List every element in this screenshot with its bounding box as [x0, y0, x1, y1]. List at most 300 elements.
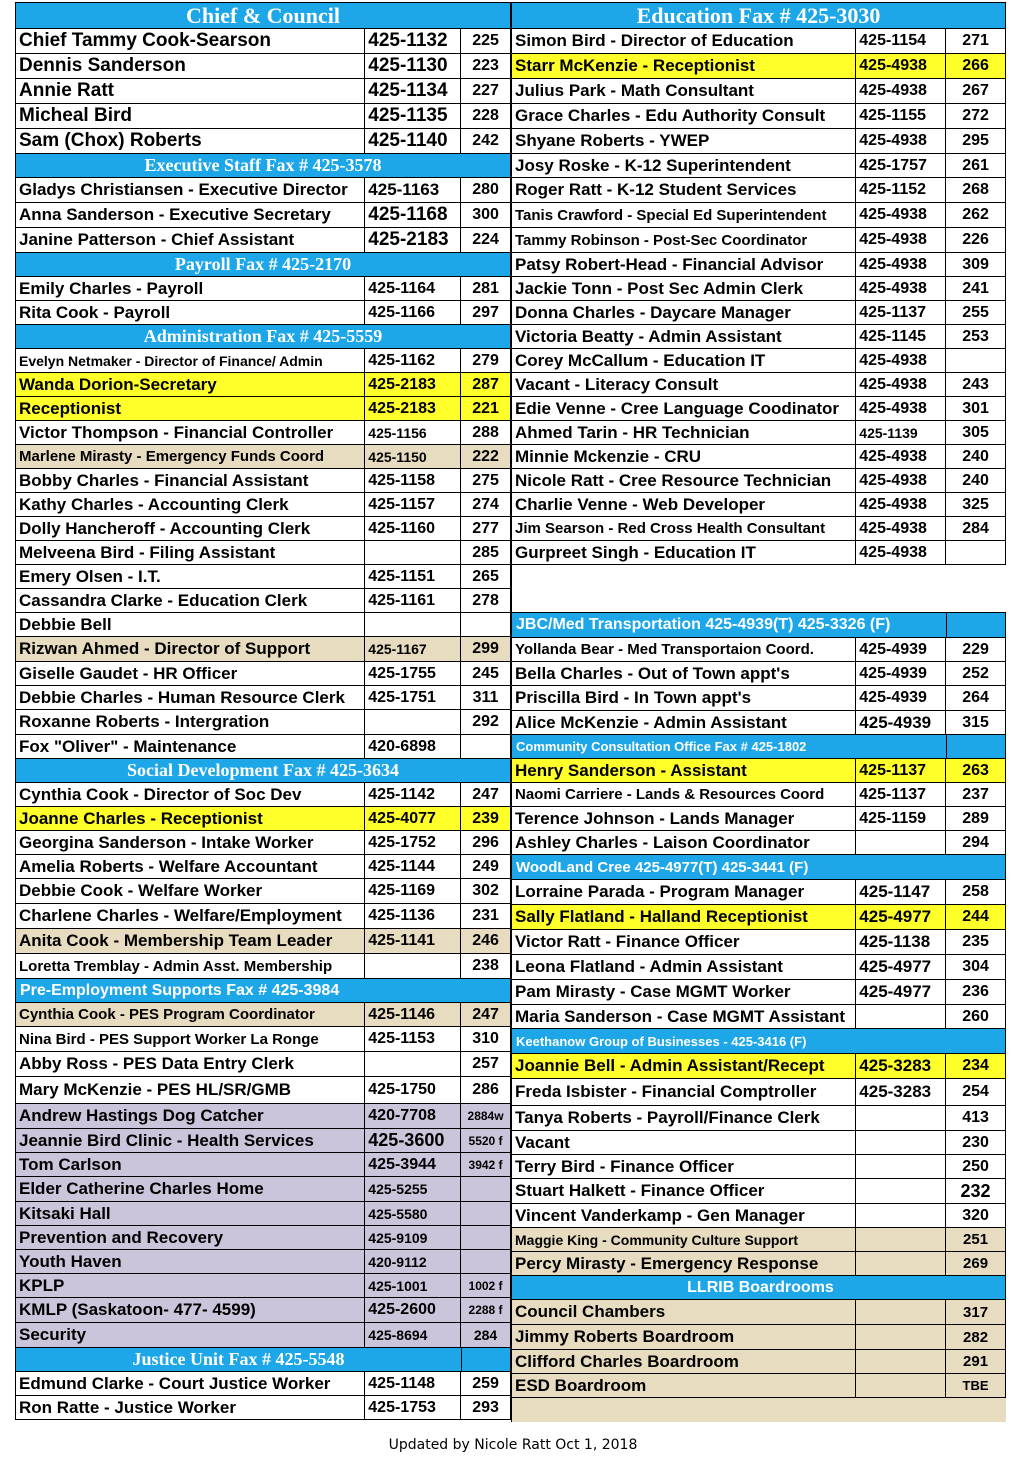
contact-row: [512, 1252, 1006, 1276]
contact-name: Grace Charles - Edu Authority Consult: [512, 104, 856, 128]
contact-row: [512, 517, 1006, 541]
contact-name: Lorraine Parada - Program Manager: [512, 880, 856, 904]
contact-name: ESD Boardroom: [512, 1374, 856, 1397]
contact-extension: 271: [946, 29, 1006, 53]
contact-extension: 254: [946, 1079, 1006, 1105]
contact-row: [512, 1155, 1006, 1179]
contact-phone: 425-1137: [856, 783, 946, 806]
contact-phone: 425-1752: [365, 831, 461, 854]
contact-extension: 278: [461, 589, 511, 612]
contact-name: Bobby Charles - Financial Assistant: [16, 469, 365, 492]
contact-phone: 425-1152: [856, 178, 946, 202]
contact-name: Terence Johnson - Lands Manager: [512, 807, 856, 830]
contact-row: [512, 1054, 1006, 1079]
contact-name: Mary McKenzie - PES HL/SR/GMB: [16, 1077, 365, 1103]
contact-name: Youth Haven: [16, 1250, 365, 1273]
filler-row-fill: [512, 1398, 1006, 1422]
contact-extension: 325: [946, 493, 1006, 516]
section-header-payroll-fax-425-2170: [16, 253, 511, 277]
contact-name: Loretta Tremblay - Admin Asst. Membership: [16, 954, 365, 978]
contact-extension: 277: [461, 517, 511, 540]
contact-phone: 425-1142: [365, 783, 461, 806]
contact-name: Julius Park - Math Consultant: [512, 79, 856, 103]
contact-row: [512, 325, 1006, 349]
contact-name: Dennis Sanderson: [16, 54, 365, 78]
contact-phone: 425-1755: [365, 662, 461, 685]
contact-phone: 425-1153: [365, 1027, 461, 1051]
contact-row: [512, 397, 1006, 421]
contact-extension: 224: [461, 228, 511, 252]
contact-phone: 425-3944: [365, 1153, 461, 1176]
contact-phone: 425-1750: [365, 1077, 461, 1103]
contact-row: [512, 930, 1006, 955]
contact-name: Clifford Charles Boardroom: [512, 1350, 856, 1373]
contact-extension: 280: [461, 178, 511, 202]
contact-name: Debbie Cook - Welfare Worker: [16, 879, 365, 903]
contact-name: Alice McKenzie - Admin Assistant: [512, 711, 856, 734]
section-header-title: JBC/Med Transportation 425-4939(T) 425-3326 (F): [512, 613, 947, 637]
contact-extension: 253: [946, 325, 1006, 348]
contact-extension: [461, 1177, 511, 1201]
contact-row: [16, 421, 511, 445]
contact-phone: 425-1163: [365, 178, 461, 202]
contact-phone: 425-1154: [856, 29, 946, 53]
contact-row: [512, 129, 1006, 154]
contact-name: Jimmy Roberts Boardroom: [512, 1325, 856, 1349]
contact-name: Dolly Hancheroff - Accounting Clerk: [16, 517, 365, 540]
contact-name: Prevention and Recovery: [16, 1226, 365, 1249]
contact-row: [16, 1003, 511, 1027]
contact-extension: 259: [461, 1372, 511, 1395]
contact-row: [16, 203, 511, 228]
contact-row: [16, 1027, 511, 1052]
contact-row: [16, 710, 511, 735]
section-header-administration-fax-425-5559: [16, 325, 511, 349]
contact-phone: 425-1138: [856, 930, 946, 954]
contact-name: Vacant: [512, 1131, 856, 1154]
contact-extension: [461, 1202, 511, 1225]
contact-phone: 425-1136: [365, 904, 461, 928]
section-header-title: Chief & Council: [16, 3, 511, 28]
contact-name: Anita Cook - Membership Team Leader: [16, 929, 365, 953]
contact-extension: 284: [461, 1323, 511, 1347]
contact-phone: 425-4938: [856, 445, 946, 468]
contact-phone: 425-1162: [365, 349, 461, 372]
contact-phone: 425-2183: [365, 228, 461, 252]
contact-extension: 249: [461, 855, 511, 878]
contact-row: [16, 1077, 511, 1104]
contact-name: Vacant - Literacy Consult: [512, 373, 856, 396]
section-header-title: Justice Unit Fax # 425-5548: [16, 1348, 462, 1371]
contact-name: KMLP (Saskatoon- 477- 4599): [16, 1298, 365, 1322]
contact-phone: 420-6898: [365, 735, 461, 758]
contact-phone: 425-4938: [856, 397, 946, 420]
contact-name: Jim Searson - Red Cross Health Consultant: [512, 517, 856, 540]
contact-name: Starr McKenzie - Receptionist: [512, 54, 856, 78]
footer-note: Updated by Nicole Ratt Oct 1, 2018: [388, 1437, 638, 1453]
contact-extension: 264: [946, 686, 1006, 710]
section-header-social-development-fax-425-3634: [16, 759, 511, 783]
contact-extension: 222: [461, 445, 511, 468]
contact-name: Nicole Ratt - Cree Resource Technician: [512, 469, 856, 492]
contact-name: Minnie Mckenzie - CRU: [512, 445, 856, 468]
contact-row: [16, 1226, 511, 1250]
contact-phone: 425-4077: [365, 807, 461, 830]
contact-phone: 425-1141: [365, 929, 461, 953]
contact-extension: 263: [946, 759, 1006, 782]
contact-extension: 221: [461, 397, 511, 420]
contact-extension: 284: [946, 517, 1006, 540]
blank-spacer-fill: [512, 565, 1006, 612]
contact-name: Josy Roske - K-12 Superintendent: [512, 154, 856, 177]
contact-extension: 234: [946, 1054, 1006, 1078]
section-header-education-fax-425-3030: [512, 3, 1006, 29]
contact-phone: 425-2183: [365, 397, 461, 420]
contact-extension: 292: [461, 710, 511, 734]
contact-phone: 425-5580: [365, 1202, 461, 1225]
contact-phone: 420-9112: [365, 1250, 461, 1273]
contact-name: Charlie Venne - Web Developer: [512, 493, 856, 516]
contact-extension: 240: [946, 445, 1006, 468]
contact-extension: 243: [946, 373, 1006, 396]
contact-extension: 228: [461, 104, 511, 128]
contact-name: Bella Charles - Out of Town appt's: [512, 662, 856, 685]
contact-phone: 425-1147: [856, 880, 946, 904]
contact-name: Giselle Gaudet - HR Officer: [16, 662, 365, 685]
contact-row: [512, 686, 1006, 711]
contact-name: Victoria Beatty - Admin Assistant: [512, 325, 856, 348]
contact-row: [16, 831, 511, 855]
contact-extension: [461, 1226, 511, 1249]
contact-name: Kitsaki Hall: [16, 1202, 365, 1225]
contact-extension: 2884w: [461, 1104, 511, 1128]
contact-row: [512, 1325, 1006, 1350]
contact-row: [512, 29, 1006, 54]
contact-row: [512, 104, 1006, 129]
contact-name: Pam Mirasty - Case MGMT Worker: [512, 980, 856, 1004]
contact-row: [512, 638, 1006, 662]
section-header-title: Pre-Employment Supports Fax # 425-3984: [16, 979, 511, 1002]
contact-extension: 227: [461, 79, 511, 103]
contact-phone: 425-4938: [856, 373, 946, 396]
contact-row: [16, 686, 511, 710]
section-header-chief-council: [16, 3, 511, 29]
contact-name: Stuart Halkett - Finance Officer: [512, 1179, 856, 1203]
contact-row: [16, 929, 511, 954]
contact-extension: 266: [946, 54, 1006, 78]
contact-row: [16, 178, 511, 203]
contact-extension: 268: [946, 178, 1006, 202]
contact-extension: 288: [461, 421, 511, 444]
right-directory-column: [511, 2, 1006, 1422]
contact-extension: [461, 735, 511, 758]
contact-row: [512, 493, 1006, 517]
contact-row: [16, 1104, 511, 1129]
contact-name: Janine Patterson - Chief Assistant: [16, 228, 365, 252]
contact-extension: 229: [946, 638, 1006, 661]
contact-extension: 311: [461, 686, 511, 709]
contact-row: [16, 517, 511, 541]
contact-row: [512, 1228, 1006, 1252]
contact-phone: 425-1753: [365, 1396, 461, 1419]
contact-name: Cassandra Clarke - Education Clerk: [16, 589, 365, 612]
contact-phone: [856, 1106, 946, 1130]
contact-row: [16, 879, 511, 904]
contact-extension: 236: [946, 980, 1006, 1004]
contact-extension: 300: [461, 203, 511, 227]
section-header-title: Social Development Fax # 425-3634: [16, 759, 511, 782]
contact-name: Ahmed Tarin - HR Technician: [512, 421, 856, 444]
contact-name: Shyane Roberts - YWEP: [512, 129, 856, 153]
section-header-title: LLRIB Boardrooms: [512, 1276, 1006, 1299]
contact-row: [16, 662, 511, 686]
contact-name: Roxanne Roberts - Intergration: [16, 710, 365, 734]
section-header-executive-staff-fax-425-3578: [16, 154, 511, 178]
contact-name: Abby Ross - PES Data Entry Clerk: [16, 1052, 365, 1076]
contact-name: Kathy Charles - Accounting Clerk: [16, 493, 365, 516]
contact-phone: [365, 710, 461, 734]
contact-extension: 286: [461, 1077, 511, 1103]
contact-extension: 239: [461, 807, 511, 830]
contact-row: [512, 373, 1006, 397]
contact-name: Donna Charles - Daycare Manager: [512, 301, 856, 324]
contact-row: [16, 104, 511, 129]
contact-extension: 285: [461, 541, 511, 564]
contact-row: [512, 1374, 1006, 1398]
contact-row: [16, 541, 511, 565]
contact-row: [16, 1129, 511, 1153]
contact-row: [512, 980, 1006, 1005]
contact-extension: 413: [946, 1106, 1006, 1130]
contact-extension: 3942 f: [461, 1153, 511, 1176]
contact-extension: 295: [946, 129, 1006, 153]
contact-phone: 425-1166: [365, 301, 461, 324]
contact-name: Andrew Hastings Dog Catcher: [16, 1104, 365, 1128]
contact-extension: 231: [461, 904, 511, 928]
contact-phone: 425-4977: [856, 955, 946, 979]
contact-row: [512, 905, 1006, 930]
contact-row: [512, 711, 1006, 735]
contact-phone: [856, 1325, 946, 1349]
contact-extension: 252: [946, 662, 1006, 685]
contact-row: [512, 1106, 1006, 1131]
contact-extension: 235: [946, 930, 1006, 954]
contact-row: [16, 373, 511, 397]
contact-extension: TBE: [946, 1374, 1006, 1397]
contact-row: [16, 493, 511, 517]
section-header-community-consultation-office-fax-425-1802: [512, 735, 1006, 759]
contact-phone: 425-4939: [856, 638, 946, 661]
contact-name: Terry Bird - Finance Officer: [512, 1155, 856, 1178]
contact-name: Fox "Oliver" - Maintenance: [16, 735, 365, 758]
contact-row: [512, 1005, 1006, 1029]
contact-name: Charlene Charles - Welfare/Employment: [16, 904, 365, 928]
contact-extension: 274: [461, 493, 511, 516]
contact-phone: 425-4938: [856, 129, 946, 153]
contact-phone: 425-1130: [365, 54, 461, 78]
contact-row: [512, 783, 1006, 807]
contact-extension: 315: [946, 711, 1006, 734]
contact-row: [16, 79, 511, 104]
contact-row: [512, 1079, 1006, 1106]
contact-row: [16, 589, 511, 613]
section-header-llrib-boardrooms: [512, 1276, 1006, 1300]
contact-extension: 241: [946, 277, 1006, 300]
contact-name: Sam (Chox) Roberts: [16, 129, 365, 153]
contact-row: [512, 955, 1006, 980]
section-header-woodland-cree-425-4977-t-425-3441-f: [512, 855, 1006, 880]
contact-name: Sally Flatland - Halland Receptionist: [512, 905, 856, 929]
contact-phone: 425-1148: [365, 1372, 461, 1395]
filler-row: [512, 1398, 1006, 1422]
contact-name: Tom Carlson: [16, 1153, 365, 1176]
section-header-title: Executive Staff Fax # 425-3578: [16, 154, 511, 177]
contact-row: [16, 1177, 511, 1202]
contact-row: [16, 855, 511, 879]
contact-row: [512, 445, 1006, 469]
contact-phone: [856, 1374, 946, 1397]
contact-name: Jeannie Bird Clinic - Health Services: [16, 1129, 365, 1152]
contact-phone: [856, 1350, 946, 1373]
contact-phone: 425-1001: [365, 1274, 461, 1297]
contact-row: [512, 54, 1006, 79]
contact-phone: 425-4977: [856, 980, 946, 1004]
contact-name: Ron Ratte - Justice Worker: [16, 1396, 365, 1419]
contact-phone: [856, 831, 946, 854]
contact-row: [512, 349, 1006, 373]
contact-name: Wanda Dorion-Secretary: [16, 373, 365, 396]
contact-phone: 425-1157: [365, 493, 461, 516]
contact-name: Tanis Crawford - Special Ed Superintendent: [512, 203, 856, 227]
contact-phone: 425-1145: [856, 325, 946, 348]
contact-name: Emily Charles - Payroll: [16, 277, 365, 300]
contact-phone: 425-1158: [365, 469, 461, 492]
contact-phone: 425-1160: [365, 517, 461, 540]
contact-name: Maria Sanderson - Case MGMT Assistant: [512, 1005, 856, 1028]
section-header-title: Community Consultation Office Fax # 425-1802: [512, 735, 947, 758]
contact-extension: 293: [461, 1396, 511, 1419]
contact-phone: 425-4938: [856, 253, 946, 276]
contact-row: [16, 1396, 511, 1420]
section-header-keethanow-group-of-businesses-425-3416-f: [512, 1029, 1006, 1054]
contact-extension: [946, 541, 1006, 564]
contact-extension: [461, 613, 511, 636]
section-header-title: Education Fax # 425-3030: [512, 3, 1006, 28]
contact-row: [16, 904, 511, 929]
contact-name: Council Chambers: [512, 1300, 856, 1324]
contact-extension: [461, 1250, 511, 1273]
contact-phone: 425-2600: [365, 1298, 461, 1322]
contact-row: [512, 1179, 1006, 1204]
section-header-pre-employment-supports-fax-425-3984: [16, 979, 511, 1003]
contact-phone: 425-4938: [856, 228, 946, 252]
contact-name: KPLP: [16, 1274, 365, 1297]
contact-phone: [856, 1155, 946, 1178]
contact-extension: 251: [946, 1228, 1006, 1251]
contact-name: Debbie Bell: [16, 613, 365, 636]
contact-extension: 261: [946, 154, 1006, 177]
contact-extension: 275: [461, 469, 511, 492]
contact-phone: 425-1156: [365, 421, 461, 444]
contact-extension: 269: [946, 1252, 1006, 1275]
contact-phone: 425-4938: [856, 541, 946, 564]
contact-phone: 425-1161: [365, 589, 461, 612]
contact-name: Henry Sanderson - Assistant: [512, 759, 856, 782]
contact-extension: 237: [946, 783, 1006, 806]
contact-name: Maggie King - Community Culture Support: [512, 1228, 856, 1251]
contact-row: [16, 954, 511, 979]
contact-extension: 246: [461, 929, 511, 953]
section-header-end-cell: [462, 1348, 511, 1371]
contact-phone: 425-1167: [365, 637, 461, 661]
contact-row: [512, 541, 1006, 565]
contact-extension: 296: [461, 831, 511, 854]
contact-name: Nina Bird - PES Support Worker La Ronge: [16, 1027, 365, 1051]
contact-row: [16, 228, 511, 253]
contact-phone: 425-4938: [856, 277, 946, 300]
contact-phone: [365, 954, 461, 978]
contact-phone: 425-4938: [856, 349, 946, 372]
contact-name: Patsy Robert-Head - Financial Advisor: [512, 253, 856, 276]
contact-extension: 240: [946, 469, 1006, 492]
contact-name: Marlene Mirasty - Emergency Funds Coord: [16, 445, 365, 468]
contact-row: [16, 445, 511, 469]
contact-row: [512, 421, 1006, 445]
contact-name: Edie Venne - Cree Language Coodinator: [512, 397, 856, 420]
contact-phone: 425-1144: [365, 855, 461, 878]
contact-name: Leona Flatland - Admin Assistant: [512, 955, 856, 979]
contact-extension: 301: [946, 397, 1006, 420]
contact-row: [16, 1298, 511, 1323]
left-directory-column: [15, 2, 511, 1420]
contact-row: [16, 349, 511, 373]
contact-phone: [856, 1204, 946, 1227]
contact-phone: 425-1137: [856, 759, 946, 782]
contact-phone: [856, 1005, 946, 1028]
contact-name: Percy Mirasty - Emergency Response: [512, 1252, 856, 1275]
contact-name: Cynthia Cook - PES Program Coordinator: [16, 1003, 365, 1026]
contact-name: Edmund Clarke - Court Justice Worker: [16, 1372, 365, 1395]
contact-phone: 425-1751: [365, 686, 461, 709]
contact-name: Cynthia Cook - Director of Soc Dev: [16, 783, 365, 806]
contact-row: [512, 469, 1006, 493]
contact-name: Rizwan Ahmed - Director of Support: [16, 637, 365, 661]
contact-name: Jackie Tonn - Post Sec Admin Clerk: [512, 277, 856, 300]
contact-extension: 2288 f: [461, 1298, 511, 1322]
contact-phone: 425-1169: [365, 879, 461, 903]
contact-phone: 425-4938: [856, 79, 946, 103]
contact-row: [512, 253, 1006, 277]
contact-row: [16, 1372, 511, 1396]
contact-extension: 223: [461, 54, 511, 78]
contact-row: [512, 662, 1006, 686]
contact-phone: 425-1132: [365, 29, 461, 53]
contact-row: [16, 1274, 511, 1298]
contact-phone: 425-4939: [856, 686, 946, 710]
blank-spacer: [512, 565, 1006, 613]
contact-row: [512, 203, 1006, 228]
contact-name: Ashley Charles - Laison Coordinator: [512, 831, 856, 854]
contact-name: Naomi Carriere - Lands & Resources Coord: [512, 783, 856, 806]
contact-row: [512, 831, 1006, 855]
contact-name: Joannie Bell - Admin Assistant/Recept: [512, 1054, 856, 1078]
contact-phone: 425-1757: [856, 154, 946, 177]
contact-phone: 425-1155: [856, 104, 946, 128]
contact-extension: 291: [946, 1350, 1006, 1373]
contact-phone: 425-1140: [365, 129, 461, 153]
contact-extension: 247: [461, 1003, 511, 1026]
contact-row: [16, 277, 511, 301]
